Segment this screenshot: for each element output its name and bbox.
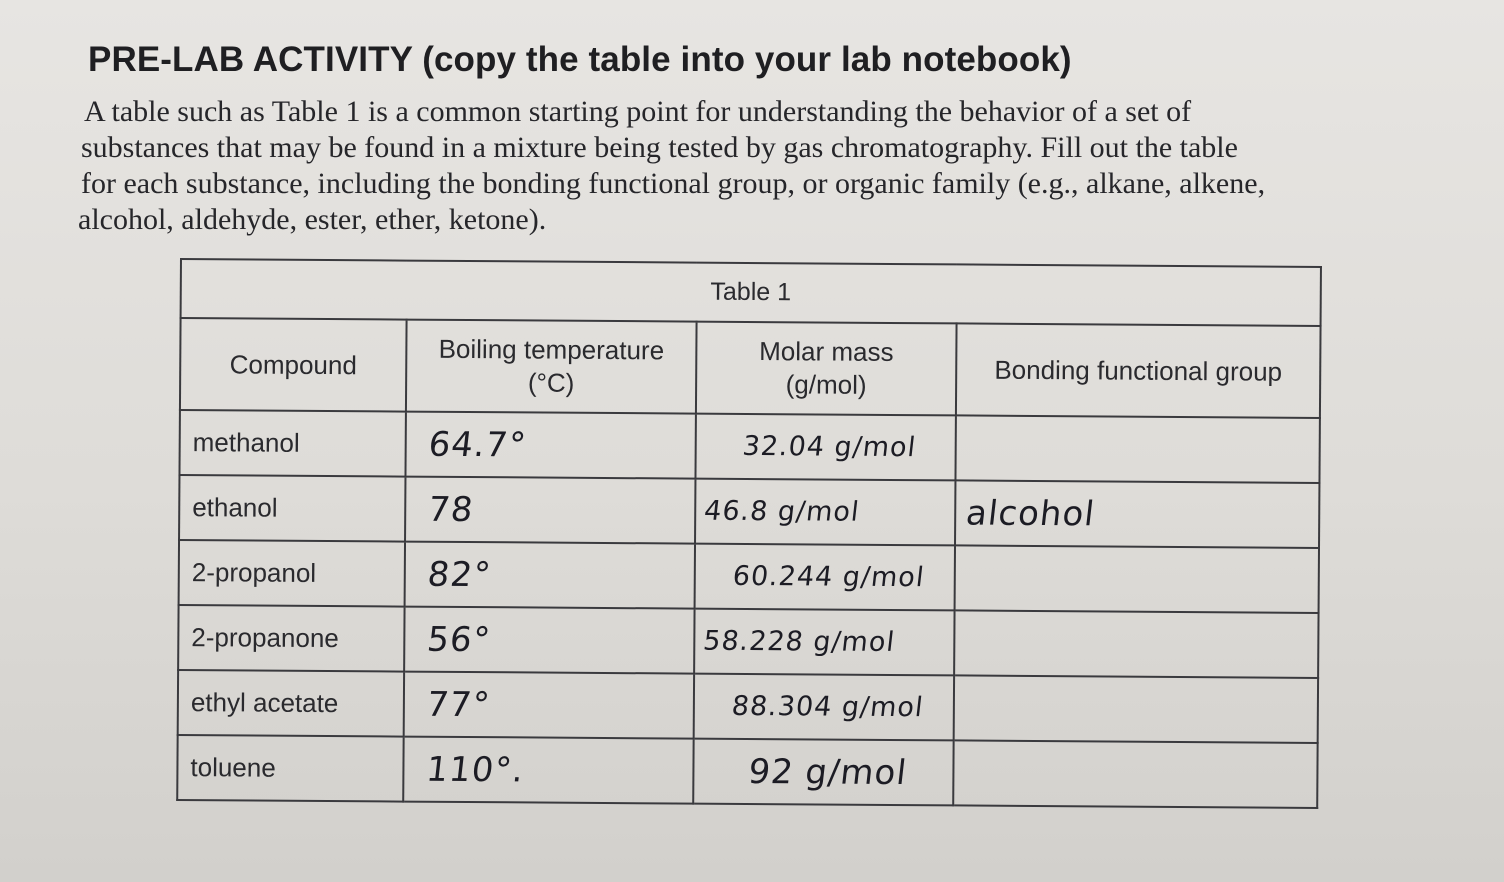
handwritten-molar: 32.04 g/mol bbox=[741, 430, 919, 464]
handwritten-molar: 92 g/mol bbox=[745, 751, 909, 793]
handwritten-molar: 58.228 g/mol bbox=[701, 625, 897, 658]
table-header-row bbox=[180, 318, 1321, 418]
handwritten-boiling: 78 bbox=[426, 489, 476, 530]
handwritten-boiling: 64.7° bbox=[426, 424, 529, 465]
handwritten-molar: 60.244 g/mol bbox=[731, 560, 927, 594]
handwritten-molar: 46.8 g/mol bbox=[702, 495, 862, 528]
intro-line: substances that may be found in a mixture being tested by gas chromatography. Fill out the table bbox=[81, 131, 1238, 164]
molar-value bbox=[695, 479, 955, 546]
header-boiling-line1: Boiling temperature bbox=[438, 333, 665, 366]
header-functional-group: Bonding functional group bbox=[956, 323, 1321, 418]
intro-line: for each substance, including the bonding functional group, or organic family (e.g., alkane, alkene, bbox=[81, 167, 1266, 200]
compound-name: ethanol bbox=[179, 475, 405, 542]
header-molar-line2: (g/mol) bbox=[785, 369, 867, 400]
functional-group-value bbox=[955, 480, 1319, 548]
table-caption: Table 1 bbox=[181, 259, 1321, 326]
handwritten-molar: 88.304 g/mol bbox=[730, 690, 926, 724]
molar-value bbox=[695, 544, 955, 611]
table-container bbox=[176, 258, 1340, 826]
boiling-value bbox=[404, 607, 694, 674]
table-row bbox=[178, 605, 1318, 678]
handwritten-boiling: 110°. bbox=[424, 749, 527, 790]
handwritten-boiling: 82° bbox=[425, 554, 494, 595]
table-row bbox=[179, 540, 1319, 613]
header-molar-line1: Molar mass bbox=[759, 336, 894, 367]
functional-group-value bbox=[953, 740, 1317, 808]
molar-value bbox=[695, 414, 955, 481]
handwritten-group: alcohol bbox=[963, 493, 1098, 534]
page-heading: PRE-LAB ACTIVITY (copy the table into your lab notebook) bbox=[88, 40, 1072, 79]
header-boiling-temperature bbox=[406, 320, 697, 414]
table-row bbox=[177, 735, 1317, 808]
boiling-value bbox=[405, 477, 695, 544]
intro-line: alcohol, aldehyde, ester, ether, ketone). bbox=[78, 203, 547, 236]
header-boiling-line2: (°C) bbox=[527, 367, 575, 398]
intro-line: A table such as Table 1 is a common starting point for understanding the behavior of a set of bbox=[84, 95, 1192, 128]
compound-table bbox=[176, 258, 1322, 809]
boiling-value bbox=[404, 672, 694, 739]
molar-value bbox=[694, 674, 954, 741]
boiling-value bbox=[405, 412, 695, 479]
compound-name: 2-propanone bbox=[178, 605, 404, 672]
molar-value bbox=[694, 609, 954, 676]
intro-paragraph bbox=[78, 94, 1468, 238]
table-row bbox=[179, 475, 1319, 548]
table-row bbox=[179, 410, 1319, 483]
functional-group-value bbox=[955, 545, 1319, 613]
molar-value bbox=[693, 739, 953, 806]
compound-name: toluene bbox=[177, 735, 403, 802]
functional-group-value bbox=[955, 415, 1319, 483]
functional-group-value bbox=[954, 610, 1318, 678]
handwritten-boiling: 56° bbox=[425, 619, 493, 660]
handwritten-boiling: 77° bbox=[424, 684, 493, 725]
compound-name: 2-propanol bbox=[179, 540, 405, 607]
boiling-value bbox=[405, 542, 695, 609]
header-compound: Compound bbox=[180, 318, 407, 412]
header-molar-mass bbox=[696, 322, 957, 416]
boiling-value bbox=[403, 737, 693, 804]
table-row bbox=[178, 670, 1318, 743]
compound-name: methanol bbox=[179, 410, 405, 477]
compound-name: ethyl acetate bbox=[178, 670, 404, 737]
table-caption-row bbox=[181, 259, 1321, 326]
functional-group-value bbox=[954, 675, 1318, 743]
